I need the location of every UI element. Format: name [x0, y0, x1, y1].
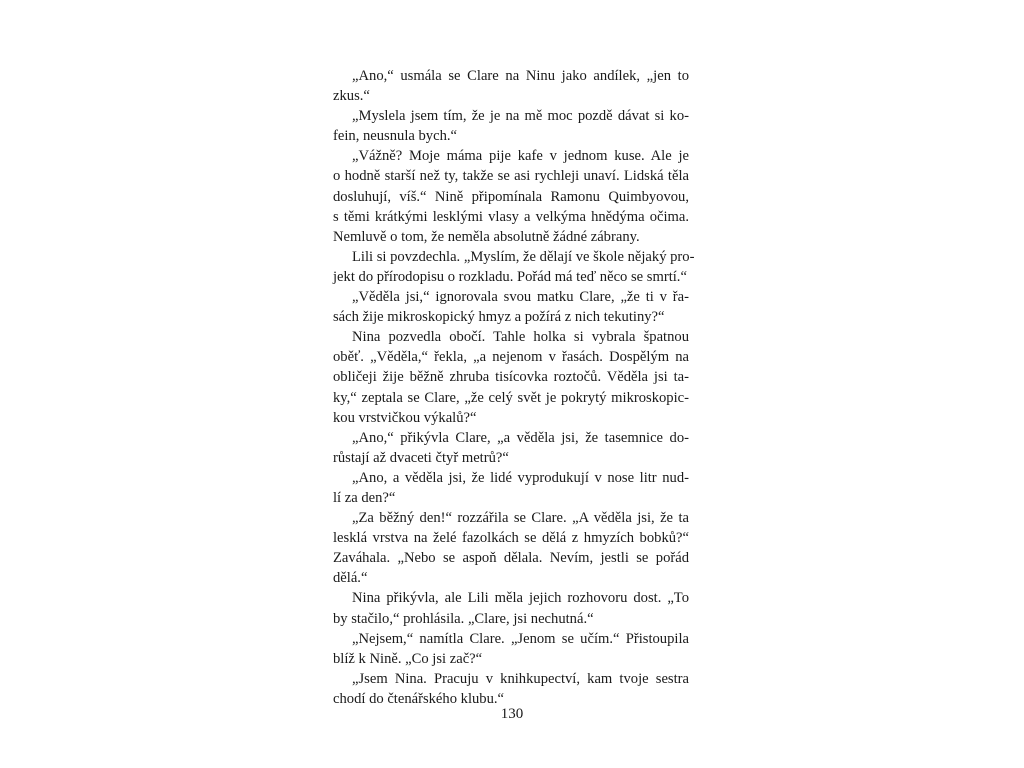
text-line: lesklá vrstva na želé fazolkách se dělá z hmyzích bobků?“: [333, 530, 689, 547]
body-text: [333, 66, 695, 709]
paragraph: [333, 468, 689, 508]
text-line: blíž k Nině. „Co jsi zač?“: [333, 650, 483, 667]
text-line: lí za den?“: [333, 489, 396, 506]
text-line: „Ano,“ usmála se Clare na Ninu jako andílek, „jen to: [352, 68, 689, 84]
text-line: dosluhují, víš.“ Nině připomínala Ramonu Quimbyovou,: [333, 188, 689, 205]
text-line: fein, neusnula bych.“: [333, 128, 458, 145]
text-line: by stačilo,“ prohlásila. „Clare, jsi nechutná.“: [333, 610, 594, 627]
text-line: „Jsem Nina. Pracuju v knihkupectví, kam tvoje sestra: [352, 670, 689, 687]
text-line: kou vrstvičkou výkalů?“: [333, 409, 477, 426]
text-line: „Vážně? Moje máma pije kafe v jednom kuse. Ale je: [352, 148, 689, 165]
text-line: zkus.“: [333, 88, 370, 105]
paragraph: [333, 287, 689, 327]
paragraph: [333, 669, 689, 709]
paragraph: [333, 66, 689, 106]
paragraph: [333, 629, 689, 669]
text-line: s těmi krátkými lesklými vlasy a velkýma hnědýma očima.: [333, 208, 689, 225]
text-line: růstají až dvaceti čtyř metrů?“: [333, 449, 509, 466]
text-line: dělá.“: [333, 570, 368, 587]
text-line: „Ano, a věděla jsi, že lidé vyprodukují v nose litr nud-: [352, 469, 689, 486]
paragraph: [333, 508, 689, 588]
paragraph: [333, 247, 695, 287]
text-line: Nina přikývla, ale Lili měla jejich rozhovoru dost. „To: [352, 590, 689, 607]
paragraph: [333, 327, 689, 427]
text-line: ky,“ zeptala se Clare, „že celý svět je pokrytý mikroskopic-: [333, 389, 689, 406]
text-line: obličeji žije běžně zhruba tisícovka roztočů. Věděla jsi ta-: [333, 369, 689, 386]
text-line: Zaváhala. „Nebo se aspoň dělala. Nevím, jestli se pořád: [333, 550, 689, 567]
text-line: oběť. „Věděla,“ řekla, „a nejenom v řasách. Dospělým na: [333, 349, 689, 366]
text-line: o hodně starší než ty, takže se asi rychleji unaví. Lidská těla: [333, 168, 689, 185]
paragraph: [333, 588, 689, 628]
text-line: „Za běžný den!“ rozzářila se Clare. „A věděla jsi, že ta: [352, 510, 689, 527]
text-line: Nemluvě o tom, že neměla absolutně žádné zábrany.: [333, 228, 640, 245]
text-line: Nina pozvedla obočí. Tahle holka si vybrala špatnou: [352, 329, 689, 346]
paragraph: [333, 428, 689, 468]
page-number: 130: [500, 706, 524, 722]
text-line: Lili si povzdechla. „Myslím, že dělají ve škole nějaký pro-: [352, 248, 695, 265]
text-line: „Ano,“ přikývla Clare, „a věděla jsi, že tasemnice do-: [352, 429, 689, 446]
paragraph: [333, 106, 689, 146]
text-line: „Věděla jsi,“ ignorovala svou matku Clare, „že ti v řa-: [352, 289, 689, 306]
text-line: jekt do přírodopisu o rozkladu. Pořád má teď něco se smrtí.“: [333, 268, 687, 285]
text-line: sách žije mikroskopický hmyz a požírá z nich tekutiny?“: [333, 309, 665, 326]
text-line: chodí do čtenářského klubu.“: [333, 690, 505, 707]
paragraph: [333, 146, 689, 246]
text-line: „Nejsem,“ namítla Clare. „Jenom se učím.“ Přistoupila: [352, 630, 689, 647]
text-line: „Myslela jsem tím, že je na mě moc pozdě dávat si ko-: [352, 108, 689, 125]
